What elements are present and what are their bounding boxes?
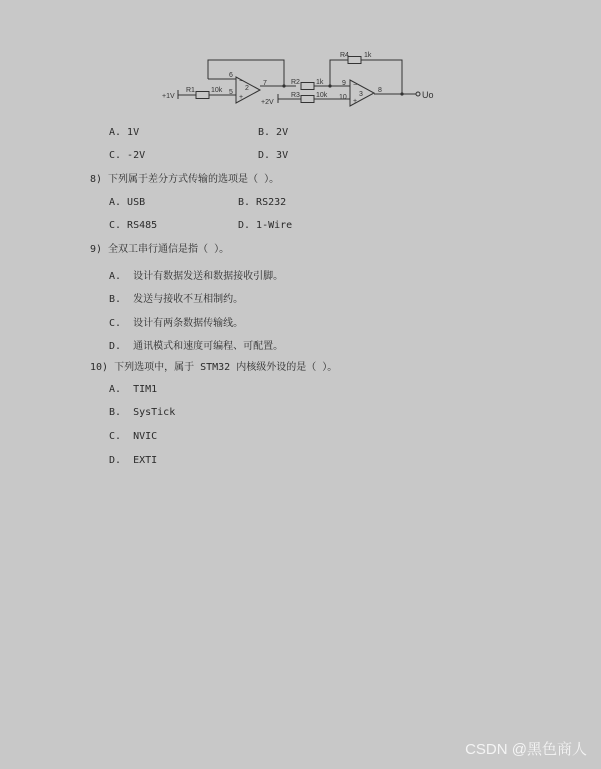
r3-label: R3 [291,92,300,99]
q7-option-a: A. 1V [109,127,140,138]
q8-option-d: D. 1-Wire [238,220,293,231]
r1-value: 10k [211,87,223,94]
plus-sign-1: + [239,94,244,101]
q10-option-d: D. EXTI [109,455,158,466]
pin-2: 2 [245,85,249,92]
q10-option-c: C. NVIC [109,431,158,442]
q8-question: 8) 下列属于差分方式传输的选项是（ ）。 [90,174,280,185]
q8-option-c: C. RS485 [109,220,158,231]
q9-option-b: B. 发送与接收不互相制约。 [109,294,244,305]
minus-sign-1: − [239,78,244,85]
q10-question: 10) 下列选项中，属于 STM32 内核级外设的是（ ）。 [90,362,338,373]
q9-question: 9) 全双工串行通信是指（ ）。 [90,244,230,255]
r1-label: R1 [186,87,195,94]
watermark: CSDN @黑色商人 [465,741,587,758]
pin-6: 6 [229,72,233,79]
r3-value: 10k [316,92,328,99]
pin-3: 3 [359,91,363,98]
q9-option-a: A. 设计有数据发送和数据接收引脚。 [109,271,284,282]
q10-option-a: A. TIM1 [109,384,158,395]
pin-10: 10 [339,94,347,101]
pin-9: 9 [342,80,346,87]
pin-5: 5 [229,89,233,96]
vin1-label: +1V [162,93,175,100]
minus-sign-2: − [353,82,358,89]
r4-value: 1k [364,52,372,59]
q7-option-b: B. 2V [258,127,289,138]
q9-option-c: C. 设计有两条数据传输线。 [109,318,244,329]
plus-sign-2: + [353,98,358,105]
pin-8: 8 [378,87,382,94]
q8-option-b: B. RS232 [238,197,287,208]
op-amp-circuit-diagram [160,46,440,112]
q10-option-b: B. SysTick [109,407,176,418]
q8-option-a: A. USB [109,197,146,208]
vin2-label: +2V [261,99,274,106]
r2-label: R2 [291,79,300,86]
q9-option-d: D. 通讯模式和速度可编程、可配置。 [109,341,284,352]
r4-label: R4 [340,52,349,59]
r2-value: 1k [316,79,324,86]
pin-7: 7 [263,80,267,87]
q7-option-c: C. -2V [109,150,146,161]
q7-option-d: D. 3V [258,150,289,161]
output-label: Uo [422,90,434,100]
